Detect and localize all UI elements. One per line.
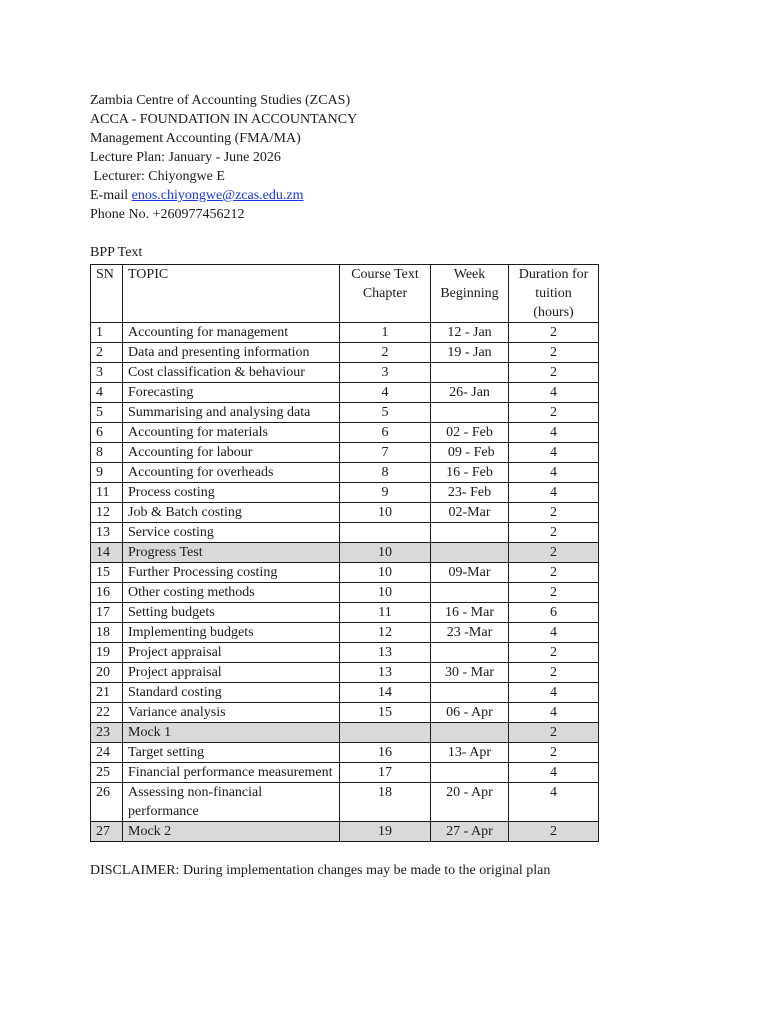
row-duration-hours: 2 — [509, 323, 599, 343]
row-sn: 21 — [91, 683, 123, 703]
row-sn: 24 — [91, 743, 123, 763]
programme-title: ACCA - FOUNDATION IN ACCOUNTANCY — [90, 112, 358, 127]
row-topic: Cost classification & behaviour — [123, 363, 340, 383]
row-topic: Setting budgets — [123, 603, 340, 623]
row-topic: Process costing — [123, 483, 340, 503]
row-chapter: 10 — [340, 543, 431, 563]
row-duration-hours: 4 — [509, 483, 599, 503]
row-chapter: 6 — [340, 423, 431, 443]
table-row — [91, 603, 599, 623]
row-week-beginning: 16 - Feb — [431, 463, 509, 483]
table-row — [91, 723, 599, 743]
row-duration-hours: 6 — [509, 603, 599, 623]
row-chapter: 10 — [340, 563, 431, 583]
row-topic: Mock 2 — [123, 822, 340, 842]
row-topic: Other costing methods — [123, 583, 340, 603]
row-chapter: 15 — [340, 703, 431, 723]
row-duration-hours: 4 — [509, 423, 599, 443]
header-sn: SN — [91, 265, 123, 323]
header-duration — [509, 265, 599, 323]
row-topic: Accounting for materials — [123, 423, 340, 443]
row-chapter: 13 — [340, 643, 431, 663]
table-row — [91, 623, 599, 643]
row-chapter: 1 — [340, 323, 431, 343]
row-chapter: 19 — [340, 822, 431, 842]
row-chapter: 17 — [340, 763, 431, 783]
table-row — [91, 563, 599, 583]
row-sn: 23 — [91, 723, 123, 743]
row-chapter: 18 — [340, 783, 431, 822]
row-week-beginning: 19 - Jan — [431, 343, 509, 363]
row-chapter: 8 — [340, 463, 431, 483]
lecturer-name: Lecturer: Chiyongwe E — [90, 169, 225, 184]
row-week-beginning — [431, 363, 509, 383]
row-sn: 16 — [91, 583, 123, 603]
row-week-beginning: 09 - Feb — [431, 443, 509, 463]
row-topic: Project appraisal — [123, 663, 340, 683]
row-duration-hours: 4 — [509, 463, 599, 483]
table-row — [91, 323, 599, 343]
row-duration-hours: 2 — [509, 743, 599, 763]
row-topic: Variance analysis — [123, 703, 340, 723]
row-topic: Mock 1 — [123, 723, 340, 743]
row-week-beginning — [431, 643, 509, 663]
row-topic: Service costing — [123, 523, 340, 543]
row-week-beginning: 09-Mar — [431, 563, 509, 583]
row-week-beginning: 02 - Feb — [431, 423, 509, 443]
row-sn: 22 — [91, 703, 123, 723]
header-week-line1: Week — [453, 267, 486, 282]
table-row — [91, 783, 599, 822]
row-sn: 12 — [91, 503, 123, 523]
row-topic: Project appraisal — [123, 643, 340, 663]
row-topic: Accounting for overheads — [123, 463, 340, 483]
row-sn: 26 — [91, 783, 123, 822]
header-duration-line2: tuition — [535, 286, 572, 301]
row-topic: Progress Test — [123, 543, 340, 563]
row-sn: 14 — [91, 543, 123, 563]
row-duration-hours: 4 — [509, 763, 599, 783]
row-duration-hours: 4 — [509, 683, 599, 703]
lecture-plan-table — [90, 264, 599, 842]
row-week-beginning — [431, 403, 509, 423]
row-week-beginning — [431, 763, 509, 783]
table-row — [91, 743, 599, 763]
row-topic: Assessing non-financial performance — [123, 783, 340, 822]
table-row — [91, 683, 599, 703]
row-chapter: 14 — [340, 683, 431, 703]
email-line — [90, 186, 690, 205]
row-week-beginning: 23- Feb — [431, 483, 509, 503]
row-sn: 25 — [91, 763, 123, 783]
row-duration-hours: 4 — [509, 703, 599, 723]
disclaimer: DISCLAIMER: During implementation changes may be made to the original plan — [90, 863, 551, 878]
course-title: Management Accounting (FMA/MA) — [90, 131, 301, 146]
row-sn: 17 — [91, 603, 123, 623]
row-duration-hours: 2 — [509, 543, 599, 563]
row-week-beginning: 27 - Apr — [431, 822, 509, 842]
row-week-beginning: 02-Mar — [431, 503, 509, 523]
table-header-row — [91, 265, 599, 323]
row-sn: 6 — [91, 423, 123, 443]
row-chapter: 7 — [340, 443, 431, 463]
row-duration-hours: 2 — [509, 403, 599, 423]
row-duration-hours: 4 — [509, 383, 599, 403]
row-duration-hours: 2 — [509, 343, 599, 363]
table-row — [91, 483, 599, 503]
row-sn: 20 — [91, 663, 123, 683]
header-topic: TOPIC — [123, 265, 340, 323]
phone-number: Phone No. +260977456212 — [90, 207, 245, 222]
row-week-beginning: 26- Jan — [431, 383, 509, 403]
table-body — [91, 323, 599, 842]
row-duration-hours: 2 — [509, 363, 599, 383]
row-sn: 5 — [91, 403, 123, 423]
row-sn: 8 — [91, 443, 123, 463]
section-label: BPP Text — [90, 245, 143, 260]
row-sn: 11 — [91, 483, 123, 503]
header-duration-line1: Duration for — [518, 267, 589, 282]
row-week-beginning — [431, 543, 509, 563]
row-week-beginning: 23 -Mar — [431, 623, 509, 643]
table-row — [91, 403, 599, 423]
row-duration-hours: 4 — [509, 443, 599, 463]
row-duration-hours: 2 — [509, 563, 599, 583]
row-sn: 15 — [91, 563, 123, 583]
row-chapter: 10 — [340, 583, 431, 603]
row-chapter: 12 — [340, 623, 431, 643]
header-chapter-line2: Chapter — [362, 286, 408, 301]
row-week-beginning: 16 - Mar — [431, 603, 509, 623]
row-duration-hours: 4 — [509, 783, 599, 822]
row-week-beginning: 20 - Apr — [431, 783, 509, 822]
header-duration-line3: (hours) — [533, 305, 574, 320]
table-row — [91, 583, 599, 603]
table-row — [91, 703, 599, 723]
row-week-beginning: 12 - Jan — [431, 323, 509, 343]
row-week-beginning — [431, 683, 509, 703]
row-duration-hours: 2 — [509, 663, 599, 683]
table-row — [91, 443, 599, 463]
spacer — [90, 224, 690, 243]
row-week-beginning: 13- Apr — [431, 743, 509, 763]
row-week-beginning: 06 - Apr — [431, 703, 509, 723]
row-sn: 1 — [91, 323, 123, 343]
table-row — [91, 643, 599, 663]
row-chapter: 11 — [340, 603, 431, 623]
row-topic: Forecasting — [123, 383, 340, 403]
header-chapter-line1: Course Text — [351, 267, 419, 282]
table-row — [91, 543, 599, 563]
row-sn: 2 — [91, 343, 123, 363]
row-topic: Job & Batch costing — [123, 503, 340, 523]
table-row — [91, 523, 599, 543]
row-chapter: 2 — [340, 343, 431, 363]
row-chapter: 5 — [340, 403, 431, 423]
row-sn: 4 — [91, 383, 123, 403]
row-duration-hours: 2 — [509, 723, 599, 743]
row-topic: Summarising and analysing data — [123, 403, 340, 423]
row-topic: Further Processing costing — [123, 563, 340, 583]
row-duration-hours: 2 — [509, 643, 599, 663]
table-row — [91, 363, 599, 383]
row-topic: Implementing budgets — [123, 623, 340, 643]
email-label: E-mail — [90, 188, 132, 203]
row-topic: Data and presenting information — [123, 343, 340, 363]
row-chapter: 9 — [340, 483, 431, 503]
lecture-plan-period: Lecture Plan: January - June 2026 — [90, 150, 281, 165]
row-chapter — [340, 523, 431, 543]
table-row — [91, 663, 599, 683]
row-duration-hours: 2 — [509, 523, 599, 543]
table-row — [91, 763, 599, 783]
row-week-beginning — [431, 723, 509, 743]
row-duration-hours: 2 — [509, 583, 599, 603]
row-week-beginning — [431, 523, 509, 543]
row-chapter: 4 — [340, 383, 431, 403]
email-link[interactable]: enos.chiyongwe@zcas.edu.zm — [131, 188, 304, 203]
document-page — [90, 91, 690, 880]
row-sn: 13 — [91, 523, 123, 543]
header-week — [431, 265, 509, 323]
row-chapter: 3 — [340, 363, 431, 383]
row-sn: 3 — [91, 363, 123, 383]
row-topic: Accounting for labour — [123, 443, 340, 463]
row-duration-hours: 2 — [509, 503, 599, 523]
table-row — [91, 822, 599, 842]
row-chapter — [340, 723, 431, 743]
table-row — [91, 343, 599, 363]
row-sn: 9 — [91, 463, 123, 483]
row-chapter: 10 — [340, 503, 431, 523]
row-chapter: 16 — [340, 743, 431, 763]
row-topic: Financial performance measurement — [123, 763, 340, 783]
row-duration-hours: 2 — [509, 822, 599, 842]
table-row — [91, 463, 599, 483]
row-week-beginning — [431, 583, 509, 603]
row-week-beginning: 30 - Mar — [431, 663, 509, 683]
row-sn: 27 — [91, 822, 123, 842]
header-chapter — [340, 265, 431, 323]
row-duration-hours: 4 — [509, 623, 599, 643]
table-row — [91, 423, 599, 443]
institution-name: Zambia Centre of Accounting Studies (ZCAS) — [90, 93, 351, 108]
row-chapter: 13 — [340, 663, 431, 683]
table-row — [91, 383, 599, 403]
row-sn: 18 — [91, 623, 123, 643]
row-topic: Standard costing — [123, 683, 340, 703]
row-sn: 19 — [91, 643, 123, 663]
table-row — [91, 503, 599, 523]
row-topic: Target setting — [123, 743, 340, 763]
header-week-line2: Beginning — [440, 286, 499, 301]
row-topic: Accounting for management — [123, 323, 340, 343]
